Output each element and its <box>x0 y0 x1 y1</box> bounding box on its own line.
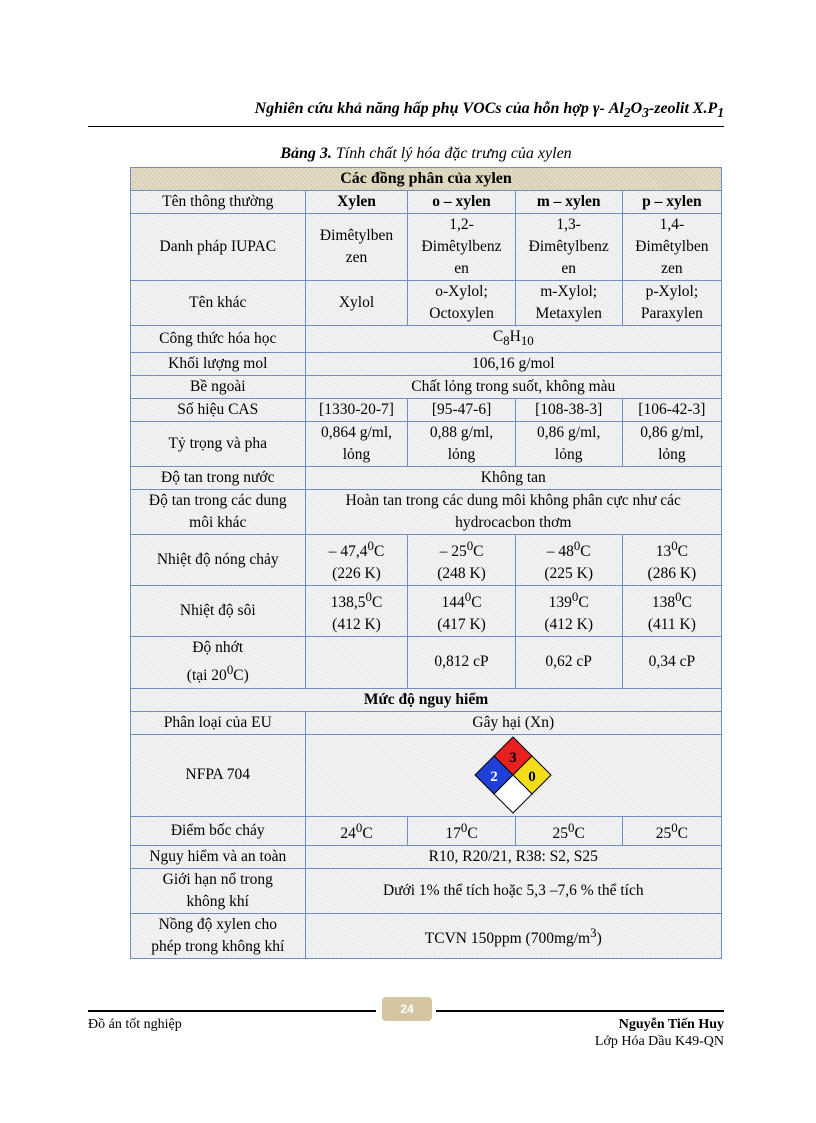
nfpa-health-value: 2 <box>490 769 499 786</box>
table-cell: [95-47-6] <box>408 399 515 422</box>
table-cell: $25^0C$ <box>515 816 622 845</box>
table-cell: R10, R20/21, R38: S2, S25 <box>305 845 721 868</box>
table-cell: m – xylen <box>515 191 622 214</box>
nfpa-cell <box>305 734 721 816</box>
footer-left-text: Đồ án tốt nghiệp <box>88 1017 182 1032</box>
table-cell: Xylen <box>305 191 408 214</box>
table-row <box>131 281 722 326</box>
table-row <box>131 214 722 281</box>
xylene-properties-table <box>130 167 722 959</box>
header-rule <box>88 126 724 127</box>
row-label: Phân loại của EU <box>131 711 306 734</box>
table-cell: – $48^0C$ (225 K) <box>515 535 622 586</box>
table-cell: 1,2- Đimêtylbenz en <box>408 214 515 281</box>
row-label: NFPA 704 <box>131 734 306 816</box>
table-caption: Bảng 3. Tính chất lý hóa đặc trưng của xylen <box>280 145 572 162</box>
row-label: Điểm bốc cháy <box>131 816 306 845</box>
section-header-isomers: Các đồng phân của xylen <box>131 168 722 191</box>
row-label: Tên thông thường <box>131 191 306 214</box>
table-cell: Dưới 1% thể tích hoặc 5,3 –7,6 % thể tích <box>305 868 721 913</box>
table-row <box>131 711 722 734</box>
header-title: Nghiên cứu khả năng hấp phụ VOCs của hỗn hợp γ- $Al_2O_3$-zeolit $X.P_1$ <box>254 100 724 121</box>
table-cell: o – xylen <box>408 191 515 214</box>
table-row <box>131 734 722 816</box>
table-cell: 0,34 cP <box>622 637 721 688</box>
table-cell: Xylol <box>305 281 408 326</box>
row-label: Nhiệt độ sôi <box>131 586 306 637</box>
table-cell: 0,62 cP <box>515 637 622 688</box>
row-label: Bề ngoài <box>131 376 306 399</box>
table-cell: 1,4- Đimêtylben zen <box>622 214 721 281</box>
table-cell: Gây hại (Xn) <box>305 711 721 734</box>
table-row <box>131 191 722 214</box>
table-cell: Đimêtylben zen <box>305 214 408 281</box>
table-cell <box>305 637 408 688</box>
row-label: Tên khác <box>131 281 306 326</box>
table-row <box>131 168 722 191</box>
row-label: Nồng độ xylen cho phép trong không khí <box>131 913 306 958</box>
row-label: Nhiệt độ nóng chảy <box>131 535 306 586</box>
chemical-formula: $C_8H_{10}$ <box>305 326 721 353</box>
table-cell: – $25^0C$ (248 K) <box>408 535 515 586</box>
section-header-hazard: Mức độ nguy hiểm <box>131 688 722 711</box>
table-cell: 138,5$^0$C (412 K) <box>305 586 408 637</box>
footer-rule-right <box>436 1010 724 1012</box>
table-cell: $24^0C$ <box>305 816 408 845</box>
table-row <box>131 868 722 913</box>
table-cell: m-Xylol; Metaxylen <box>515 281 622 326</box>
row-label: Công thức hóa học <box>131 326 306 353</box>
footer-class: Lớp Hóa Dầu K49-QN <box>594 1034 724 1049</box>
table-cell: [106-42-3] <box>622 399 721 422</box>
table-cell: $138^0C$ (411 K) <box>622 586 721 637</box>
table-row <box>131 353 722 376</box>
table-cell: $144^0C$ (417 K) <box>408 586 515 637</box>
table-cell: $13^0C$ (286 K) <box>622 535 721 586</box>
table-cell: 0,86 g/ml, lỏng <box>515 422 622 467</box>
row-label: Độ tan trong nước <box>131 467 306 490</box>
nfpa-flammability-value: 3 <box>509 750 518 767</box>
table-cell: 0,812 cP <box>408 637 515 688</box>
table-cell: TCVN 150ppm $(700mg/m^3)$ <box>305 913 721 958</box>
row-label: Giới hạn nổ trong không khí <box>131 868 306 913</box>
table-cell: o-Xylol; Octoxylen <box>408 281 515 326</box>
table-cell: Không tan <box>305 467 721 490</box>
row-label: Khối lượng mol <box>131 353 306 376</box>
footer-rule-left <box>88 1010 376 1012</box>
table-cell: $139^0C$ (412 K) <box>515 586 622 637</box>
table-cell: [1330-20-7] <box>305 399 408 422</box>
row-label: Tỷ trọng và pha <box>131 422 306 467</box>
table-cell: 106,16 g/mol <box>305 353 721 376</box>
table-cell: 1,3- Đimêtylbenz en <box>515 214 622 281</box>
table-cell: $17^0C$ <box>408 816 515 845</box>
table-cell: 0,864 g/ml, lỏng <box>305 422 408 467</box>
table-cell: Hoàn tan trong các dung môi không phân cực như các hydrocacbon thơm <box>305 490 721 535</box>
table-row <box>131 422 722 467</box>
table-row <box>131 326 722 353</box>
table-cell: [108-38-3] <box>515 399 622 422</box>
row-label: Danh pháp IUPAC <box>131 214 306 281</box>
table-row <box>131 913 722 958</box>
table-cell: p-Xylol; Paraxylen <box>622 281 721 326</box>
table-row <box>131 688 722 711</box>
footer-author: Nguyễn Tiến Huy <box>618 1017 724 1032</box>
table-cell: 0,88 g/ml, lỏng <box>408 422 515 467</box>
table-cell: $25^0C$ <box>622 816 721 845</box>
nfpa-704-diamond-icon <box>473 735 553 815</box>
table-row <box>131 586 722 637</box>
nfpa-reactivity-value: 0 <box>528 769 537 786</box>
table-cell: – 47,4$^0$C (226 K) <box>305 535 408 586</box>
page-number: 24 <box>382 997 432 1021</box>
row-label: Nguy hiểm và an toàn <box>131 845 306 868</box>
table-row <box>131 816 722 845</box>
table-cell: 0,86 g/ml, lỏng <box>622 422 721 467</box>
row-label: Độ tan trong các dung môi khác <box>131 490 306 535</box>
table-cell: p – xylen <box>622 191 721 214</box>
table-row <box>131 399 722 422</box>
table-row <box>131 376 722 399</box>
table-row <box>131 845 722 868</box>
table-row <box>131 490 722 535</box>
row-label: Số hiệu CAS <box>131 399 306 422</box>
table-row <box>131 637 722 688</box>
table-row <box>131 535 722 586</box>
table-cell: Chất lỏng trong suốt, không màu <box>305 376 721 399</box>
row-label: Độ nhớt (tại $20^0C$) <box>131 637 306 688</box>
table-row <box>131 467 722 490</box>
